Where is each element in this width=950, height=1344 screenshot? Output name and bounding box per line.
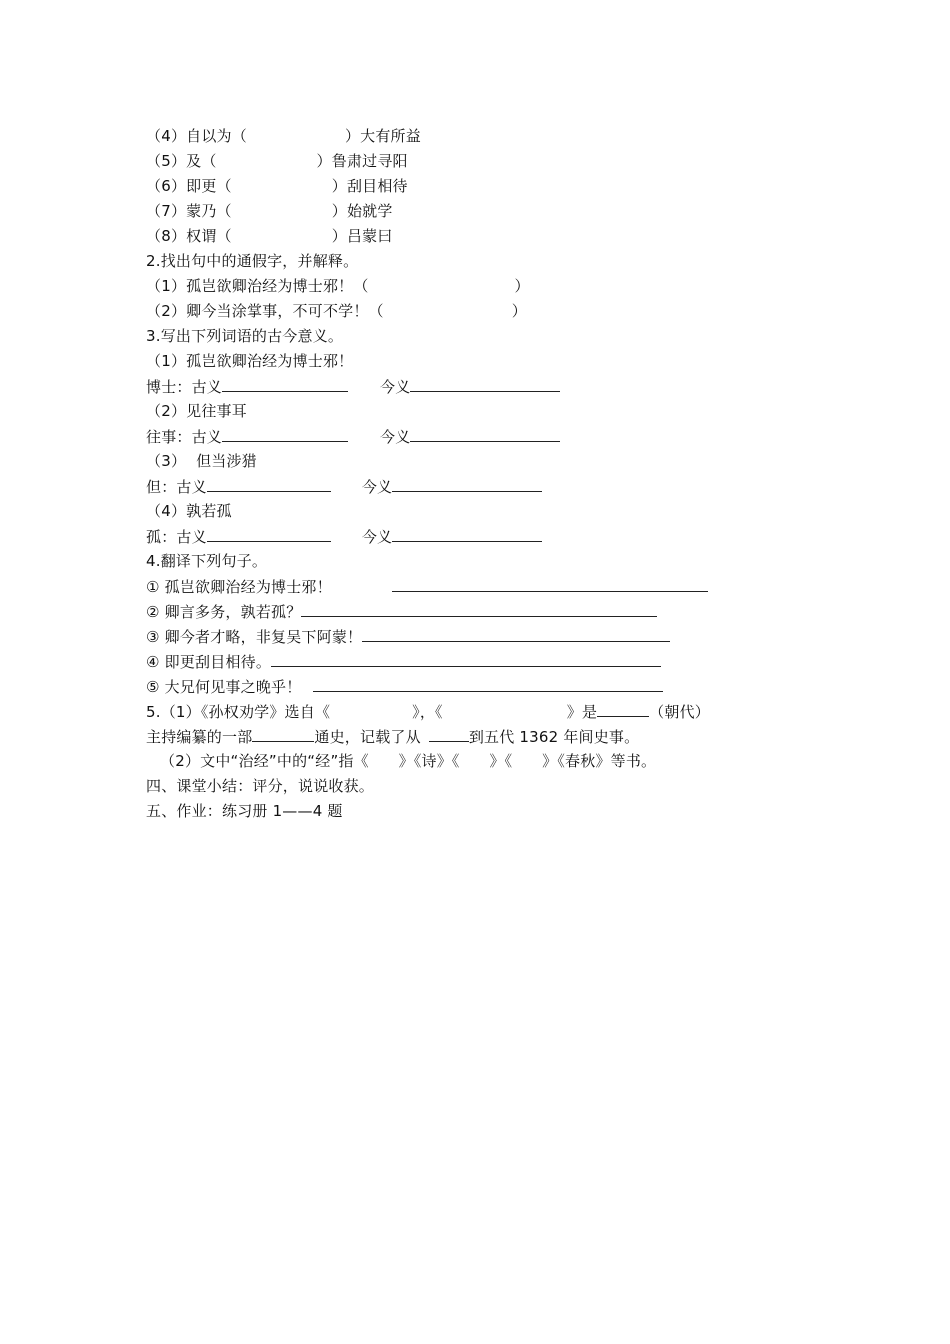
q3-sentence-1: （1）孤岂欲卿治经为博士邪！ [146, 352, 354, 370]
q1-item-text: （4）自以为（ [146, 127, 247, 145]
q2-item-text: ） [514, 277, 530, 295]
jin-yi-blank[interactable] [410, 374, 560, 392]
q1-item-text: （5）及（ [146, 152, 217, 170]
q3-heading: 3.写出下列词语的古今意义。 [146, 327, 344, 345]
q3-meaning-3 [146, 474, 542, 498]
q3-word: 博士：古义 [146, 378, 223, 396]
translation-blank[interactable] [301, 599, 657, 617]
q1-item-text: ）吕蒙曰 [331, 227, 393, 245]
q1-item-text: ）始就学 [331, 202, 393, 220]
q1-item-8 [146, 224, 393, 248]
q4-item-2 [146, 599, 657, 623]
q4-item-5 [146, 674, 663, 698]
q5-text: （朝代） [649, 703, 710, 721]
q5-text: 》，《 [412, 703, 443, 721]
q5-text: 到五代 1362 年间史事。 [468, 728, 640, 746]
q1-item-text: （7）蒙乃（ [146, 202, 232, 220]
q1-item-4 [146, 124, 421, 148]
summary-section: 四、课堂小结：评分，说说收获。 [146, 777, 375, 795]
q2-item-text: ） [511, 302, 527, 320]
q2-item-2 [146, 299, 527, 323]
q3-jin-label: 今义 [361, 528, 393, 546]
q1-item-text: ）大有所益 [344, 127, 421, 145]
gu-yi-blank[interactable] [207, 474, 331, 492]
gu-yi-blank[interactable] [222, 424, 348, 442]
q1-item-text: ）刮目相待 [331, 177, 408, 195]
q4-item-text: ② 卿言多务，孰若孤？ [146, 603, 302, 621]
q5-text: 通史，记载了从 [314, 728, 421, 746]
q5-text: 主持编纂的一部 [146, 728, 253, 746]
gu-yi-blank[interactable] [222, 374, 348, 392]
translation-blank[interactable] [271, 649, 661, 667]
q1-item-text: （8）权谓（ [146, 227, 232, 245]
q5-text: 5.（1）《孙权劝学》选自《 [146, 703, 331, 721]
q1-item-text: ）鲁肃过寻阳 [316, 152, 408, 170]
q3-word: 往事：古义 [146, 428, 223, 446]
q4-item-4 [146, 649, 661, 673]
start-period-blank[interactable] [429, 724, 469, 742]
q4-item-3 [146, 624, 670, 648]
q4-item-1 [146, 574, 708, 598]
q1-item-6 [146, 174, 408, 198]
q4-item-text: ⑤ 大兄何见事之晚乎！ [146, 678, 302, 696]
q5-line-2 [146, 724, 639, 748]
translation-blank[interactable] [362, 624, 670, 642]
q2-item-text: （1）孤岂欲卿治经为博士邪！（ [146, 277, 369, 295]
q3-meaning-1 [146, 374, 560, 398]
jin-yi-blank[interactable] [392, 524, 542, 542]
q3-jin-label: 今义 [380, 428, 411, 446]
q3-sentence-2: （2）见往事耳 [146, 402, 247, 420]
q3-meaning-2 [146, 424, 560, 448]
q4-item-text: ③ 卿今者才略，非复吴下阿蒙！ [146, 628, 363, 646]
q1-item-5 [146, 149, 408, 173]
q3-meaning-4 [146, 524, 542, 548]
homework-section: 五、作业：练习册 1——4 题 [146, 802, 343, 820]
q1-item-7 [146, 199, 393, 223]
q5-line-3: （2）文中“治经”中的“经”指《 》《诗》《 》《 》《春秋》等书。 [160, 752, 657, 770]
jin-yi-blank[interactable] [392, 474, 542, 492]
q5-text: 》是 [566, 703, 598, 721]
q2-heading: 2.找出句中的通假字，并解释。 [146, 252, 359, 270]
q3-sentence-4: （4）孰若孤 [146, 502, 232, 520]
q5-line-1 [146, 699, 710, 723]
gu-yi-blank[interactable] [207, 524, 331, 542]
q3-jin-label: 今义 [380, 378, 411, 396]
jin-yi-blank[interactable] [410, 424, 560, 442]
q4-item-text: ④ 即更刮目相待。 [146, 653, 272, 671]
q3-sentence-3: （3） 但当涉猎 [146, 452, 257, 470]
translation-blank[interactable] [313, 674, 663, 692]
q3-jin-label: 今义 [361, 478, 393, 496]
q4-item-text: ① 孤岂欲卿治经为博士邪！ [146, 578, 332, 596]
translation-blank[interactable] [392, 574, 708, 592]
q2-item-text: （2）卿今当涂掌事，不可不学！（ [146, 302, 384, 320]
dynasty-blank[interactable] [597, 699, 649, 717]
q1-item-text: （6）即更（ [146, 177, 232, 195]
history-type-blank[interactable] [252, 724, 314, 742]
q4-heading: 4.翻译下列句子。 [146, 552, 268, 570]
q3-word: 孤：古义 [146, 528, 207, 546]
q2-item-1 [146, 274, 530, 298]
q3-word: 但：古义 [146, 478, 207, 496]
